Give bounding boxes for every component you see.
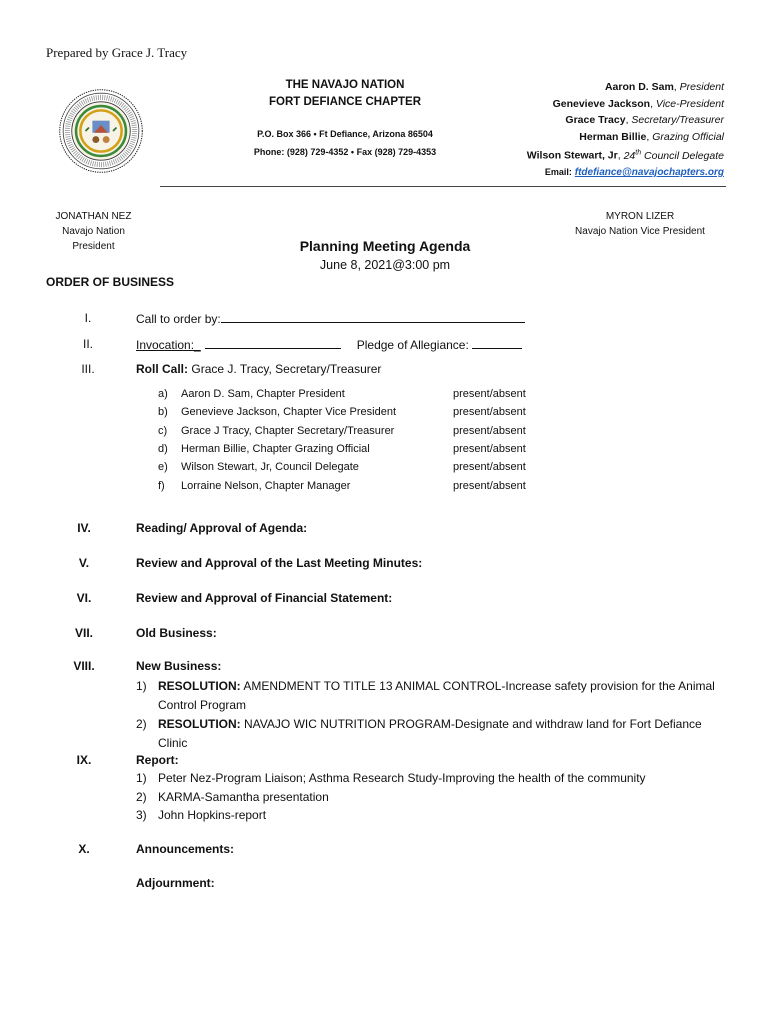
- old-business: Old Business:: [136, 626, 217, 640]
- nation-name: THE NAVAJO NATION: [285, 79, 405, 91]
- item-number: II.: [82, 337, 93, 351]
- report-item: [136, 788, 736, 807]
- roll-call-status[interactable]: present/absent: [453, 388, 526, 400]
- officer-president: Aaron D. Sam, President: [604, 81, 724, 93]
- new-business-line-cont: Clinic: [158, 736, 188, 750]
- leader-president-title: Navajo Nation President: [62, 226, 125, 252]
- report-number: 2): [136, 789, 147, 804]
- item-number: III.: [81, 362, 95, 376]
- roll-call-member: Aaron D. Sam, Chapter President: [181, 388, 345, 400]
- report-item: [136, 806, 736, 825]
- header-divider: [160, 186, 726, 187]
- chapter-address: P.O. Box 366 • Ft Defiance, Arizona 86504: [257, 129, 433, 139]
- roll-call-letter: b): [158, 406, 168, 419]
- officer-council-delegate: Wilson Stewart, Jr, 24th Council Delegate: [526, 149, 724, 162]
- item-number: X.: [78, 842, 90, 856]
- new-business-number: 1): [136, 679, 147, 693]
- roll-call-letter: f): [158, 479, 165, 492]
- officer-vice-president: Genevieve Jackson, Vice-President: [552, 97, 724, 110]
- right-leader: [570, 209, 710, 239]
- roll-call: Roll Call: Grace J. Tracy, Secretary/Treasurer: [136, 362, 382, 376]
- leader-vice-president-title: Navajo Nation Vice President: [575, 226, 705, 237]
- agenda-title: Planning Meeting Agenda: [299, 238, 471, 254]
- item-number: IV.: [77, 521, 91, 535]
- roll-call-status[interactable]: present/absent: [453, 479, 526, 492]
- new-business-item: [136, 677, 736, 715]
- report-text: Peter Nez-Program Liaison; Asthma Research Study-Improving the health of the community: [158, 771, 646, 785]
- new-business-line: RESOLUTION: AMENDMENT TO TITLE 13 ANIMAL CONTROL-Increase safety provision for the Animal: [158, 679, 715, 693]
- officers-list: [527, 79, 724, 182]
- call-to-order: Call to order by:: [136, 311, 525, 326]
- roll-call-member: Lorraine Nelson, Chapter Manager: [181, 479, 351, 492]
- report-number: 1): [136, 771, 147, 785]
- report-text: John Hopkins-report: [158, 808, 267, 822]
- reading-approval-agenda: Reading/ Approval of Agenda:: [136, 521, 308, 535]
- roll-call-status[interactable]: present/absent: [453, 424, 526, 437]
- roll-call-letter: e): [158, 461, 168, 474]
- email-link[interactable]: ftdefiance@navajochapters.org: [574, 167, 724, 178]
- roll-call-status[interactable]: present/absent: [453, 461, 526, 474]
- adjournment: Adjournment:: [136, 876, 215, 890]
- approval-last-minutes: Review and Approval of the Last Meeting Minutes:: [136, 556, 423, 570]
- item-number: VII.: [74, 626, 93, 640]
- email-line: Email: ftdefiance@navajochapters.org: [544, 167, 724, 178]
- announcements: Announcements:: [136, 842, 235, 856]
- roll-call-member: Grace J Tracy, Chapter Secretary/Treasurer: [181, 424, 395, 437]
- report-text: KARMA-Samantha presentation: [158, 789, 329, 804]
- item-number: VIII.: [73, 659, 95, 673]
- new-business-item: [136, 715, 736, 753]
- item-number: V.: [78, 556, 90, 570]
- new-business: New Business:: [136, 659, 222, 673]
- call-to-order-blank[interactable]: [221, 311, 525, 323]
- pledge-blank[interactable]: [472, 337, 522, 349]
- item-number: I.: [84, 311, 92, 325]
- roll-call-member: Genevieve Jackson, Chapter Vice President: [181, 406, 397, 419]
- roll-call-letter: c): [158, 424, 168, 437]
- navajo-nation-seal-icon: [58, 88, 144, 174]
- item-number: VI.: [76, 591, 92, 605]
- roll-call-status[interactable]: present/absent: [453, 406, 526, 419]
- report: Report:: [136, 753, 179, 767]
- officer-grazing: Herman Billie, Grazing Official: [579, 130, 724, 143]
- report-item: [136, 769, 736, 788]
- chapter-name: FORT DEFIANCE CHAPTER: [268, 96, 422, 108]
- chapter-phone: Phone: (928) 729-4352 • Fax (928) 729-4353: [253, 147, 437, 157]
- invocation-blank[interactable]: [205, 337, 341, 349]
- new-business-number: 2): [136, 717, 147, 731]
- leader-vice-president-name: MYRON LIZER: [605, 211, 675, 222]
- item-number: IX.: [76, 753, 92, 767]
- prepared-by: Prepared by Grace J. Tracy: [46, 45, 188, 60]
- roll-call-letter: a): [158, 388, 168, 400]
- roll-call-member: Wilson Stewart, Jr, Council Delegate: [181, 461, 359, 474]
- officer-secretary: Grace Tracy, Secretary/Treasurer: [565, 114, 724, 126]
- report-number: 3): [136, 808, 147, 822]
- roll-call-member: Herman Billie, Chapter Grazing Official: [181, 442, 370, 455]
- new-business-line-cont: Control Program: [158, 698, 247, 712]
- agenda-date: June 8, 2021@3:00 pm: [319, 258, 451, 272]
- order-of-business: ORDER OF BUSINESS: [46, 275, 175, 289]
- new-business-line: RESOLUTION: NAVAJO WIC NUTRITION PROGRAM-Designate and withdraw land for Fort Defiance: [158, 717, 702, 731]
- approval-financial-statement: Review and Approval of Financial Statement:: [136, 591, 393, 605]
- roll-call-letter: d): [158, 442, 168, 455]
- roll-call-status[interactable]: present/absent: [453, 442, 526, 455]
- leader-president-name: JONATHAN NEZ: [55, 211, 132, 222]
- invocation: Invocation:_ Pledge of Allegiance:: [136, 337, 522, 352]
